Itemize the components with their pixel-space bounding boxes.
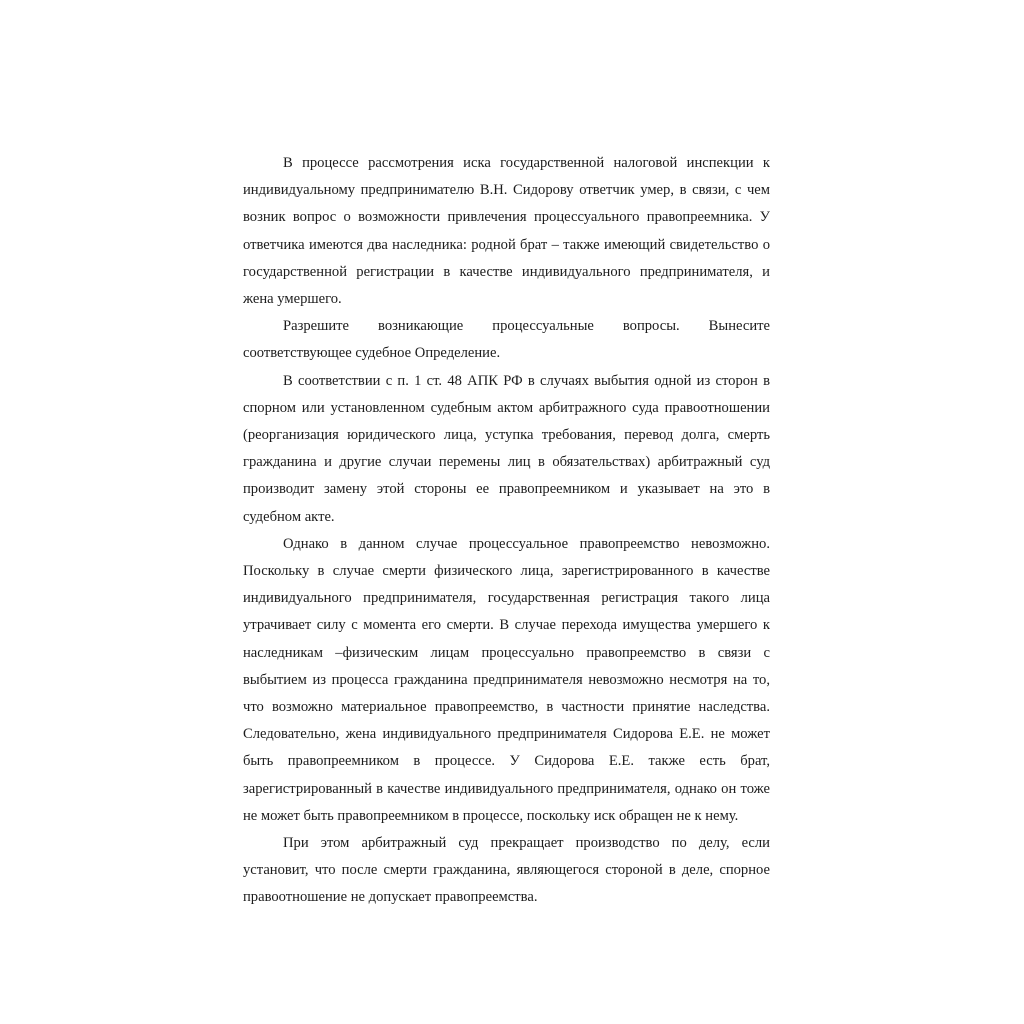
paragraph-legal-basis: В соответствии с п. 1 ст. 48 АПК РФ в случаях выбытия одной из сторон в спорном или установленном судебным актом арбитражного суда правоотношении (реорганизация юридического лица, уступка требования, перевод долга, смерть гражданина и другие случаи перемены лиц в обязательствах) арбитражный суд производит замену этой стороны ее правопреемником и указывает на это в судебном акте. <box>243 372 770 525</box>
paragraph-task: Разрешите возникающие процессуальные вопросы. Вынесите соответствующее судебное Определение. <box>243 318 770 362</box>
paragraph-analysis: Однако в данном случае процессуальное правопреемство невозможно. Поскольку в случае смерти физического лица, зарегистрированного в качестве индивидуального предпринимателя, государственная регистрация такого лица утрачивает силу с момента его смерти. В случае перехода имущества умершего к наследникам –физическим лицам процессуально правопреемство в связи с выбытием из процесса гражданина предпринимателя невозможно несмотря на то, что возможно материальное правопреемство, в частности принятие наследства. Следовательно, жена индивидуального предпринимателя Сидорова Е.Е. не может быть правопреемником в процессе. У Сидорова Е.Е. также есть брат, зарегистрированный в качестве индивидуального предпринимателя, однако он тоже не может быть правопреемником в процессе, поскольку иск обращен не к нему. <box>243 535 770 824</box>
document-body <box>243 150 770 912</box>
paragraph-case-description: В процессе рассмотрения иска государственной налоговой инспекции к индивидуальному предпринимателю В.Н. Сидорову ответчик умер, в связи, с чем возник вопрос о возможности привлечения процессуального правопреемника. У ответчика имеются два наследника: родной брат – также имеющий свидетельство о государственной регистрации в качестве индивидуального предпринимателя, и жена умершего. <box>243 155 770 308</box>
paragraph-conclusion: При этом арбитражный суд прекращает производство по делу, если установит, что после смерти гражданина, являющегося стороной в деле, спорное правоотношение не допускает правопреемства. <box>243 835 770 906</box>
